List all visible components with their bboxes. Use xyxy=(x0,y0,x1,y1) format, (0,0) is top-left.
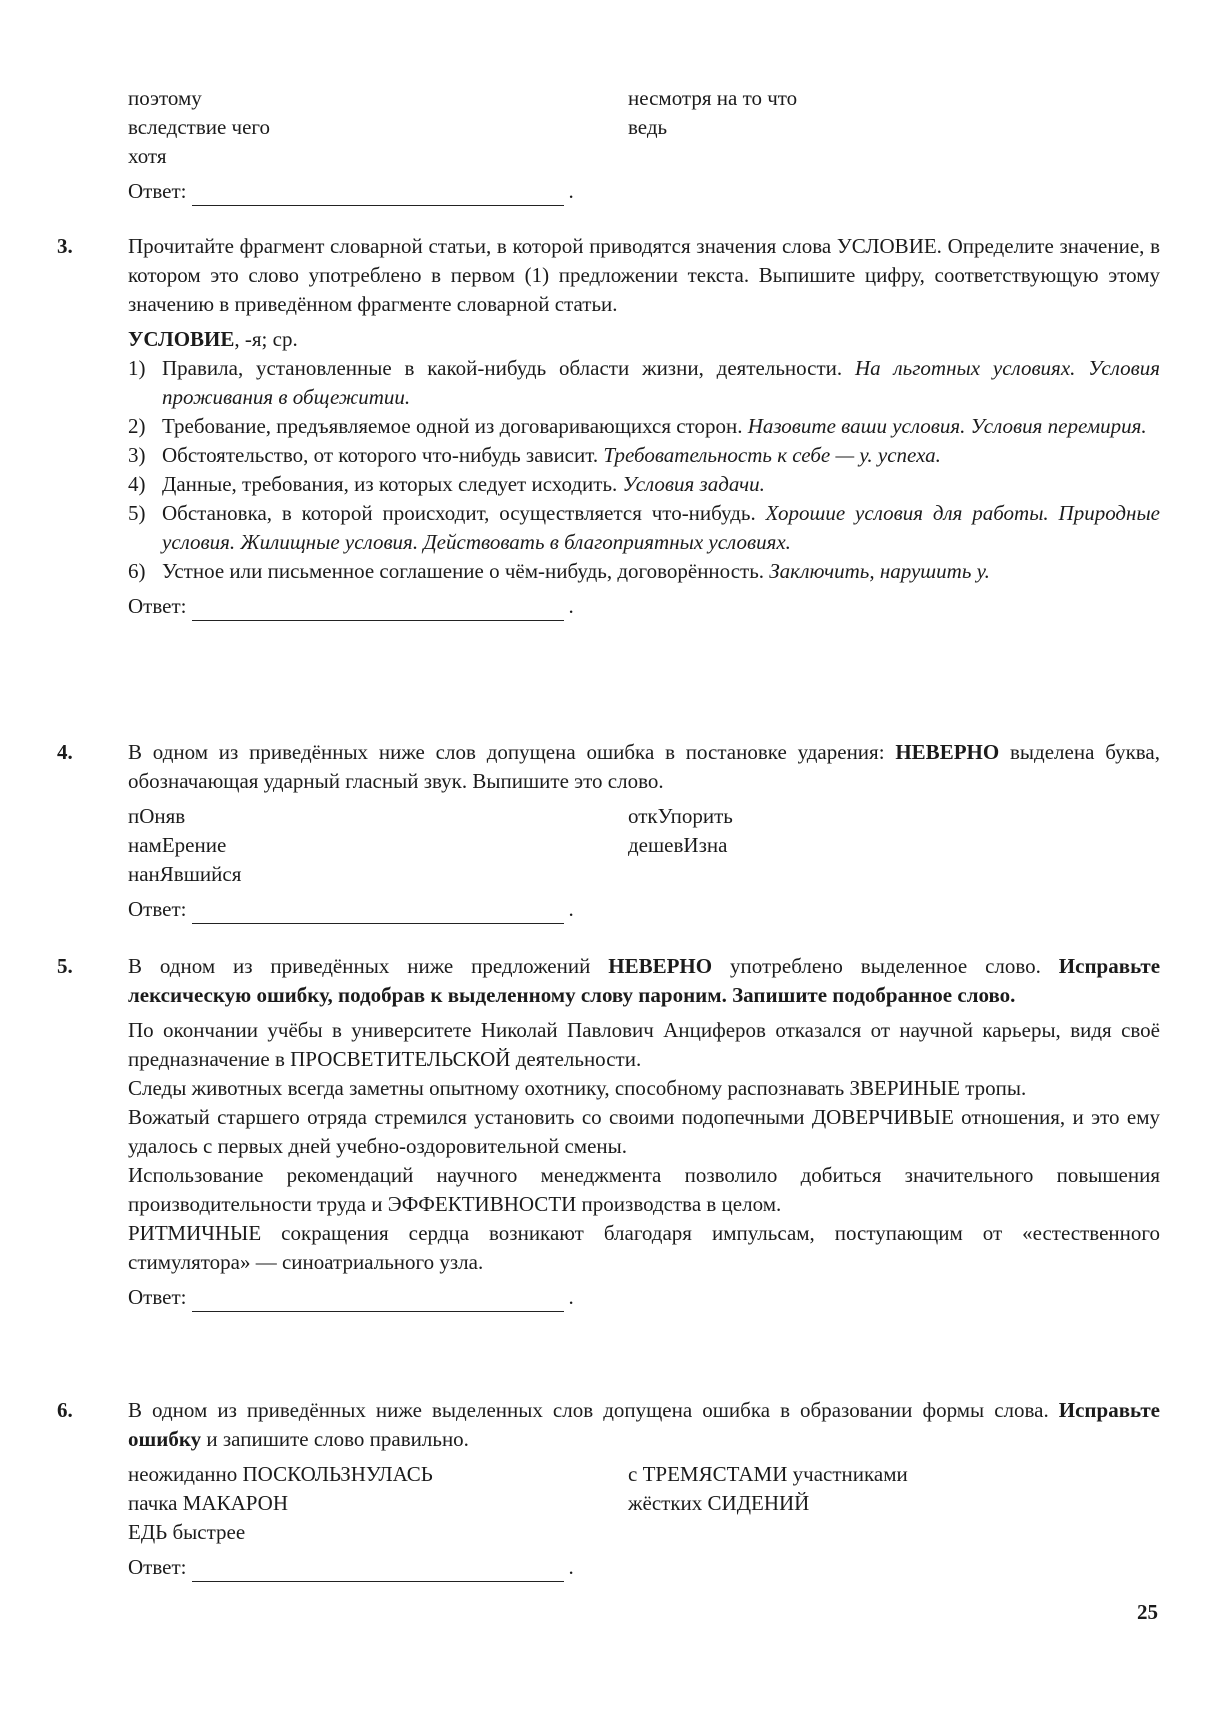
definitions-list xyxy=(128,354,1160,586)
q3-answer: Ответ: . xyxy=(128,592,1160,621)
option-word: хотя xyxy=(128,144,167,168)
answer-line[interactable] xyxy=(192,183,564,206)
q6-text: В одном из приведённых ниже выделенных слов допущена ошибка в образовании формы слова. Исправьте ошибку и запишите слово правильно. xyxy=(128,1398,1160,1451)
q5-text: В одном из приведённых ниже предложений НЕВЕРНО употреблено выделенное слово. Исправьте лексическую ошибку, подобрав к выделенному слову пароним. Запишите подобранное слово. xyxy=(128,954,1161,1007)
q6-number: 6. xyxy=(57,1398,73,1422)
option-word: дешевИзна xyxy=(628,833,728,857)
answer-label: Ответ: xyxy=(128,897,187,921)
q5-sentence: Следы животных всегда заметны опытному охотнику, способному распознавать ЗВЕРИНЫЕ тропы. xyxy=(128,1076,1027,1100)
option-word: ЕДЬ быстрее xyxy=(128,1520,246,1544)
option-word: с ТРЕМЯСТАМИ участниками xyxy=(628,1462,908,1486)
definition-item: 6) Устное или письменное соглашение о чём-нибудь, договорённость. Заключить, нарушить у. xyxy=(128,559,990,583)
q4-text: В одном из приведённых ниже слов допущена ошибка в постановке ударения: НЕВЕРНО выделена буква, обозначающая ударный гласный звук. Выпишите это слово. xyxy=(128,740,1160,793)
definition-item: 1) Правила, установленные в какой-нибудь области жизни, деятельности. На льготных условиях. Условия проживания в общежитии. xyxy=(128,356,1160,409)
definition-item: 5) Обстановка, в которой происходит, осуществляется что-нибудь. Хорошие условия для работы. Природные условия. Жилищные условия. Действовать в благоприятных условиях. xyxy=(128,501,1161,554)
answer-line[interactable] xyxy=(192,1289,564,1312)
q5-number: 5. xyxy=(57,954,73,978)
answer-label: Ответ: xyxy=(128,594,187,618)
answer-label: Ответ: xyxy=(128,179,187,203)
page-number: 25 xyxy=(1137,1600,1158,1624)
option-word: нанЯвшийся xyxy=(128,862,242,886)
q3-text: Прочитайте фрагмент словарной статьи, в которой приводятся значения слова УСЛОВИЕ. Определите значение, в котором это слово употреблено в первом (1) предложении текста. Выпишите цифру, соответствующую этому значению в приведённом фрагменте словарной статьи. xyxy=(128,234,1160,316)
q4-right-options xyxy=(628,802,733,860)
definition-item: 3) Обстоятельство, от которого что-нибудь зависит. Требовательность к себе — у. успеха. xyxy=(128,443,941,467)
option-word: поэтому xyxy=(128,86,202,110)
q2-answer: Ответ: . xyxy=(128,177,1160,206)
q3-block xyxy=(128,232,1160,621)
q6-options xyxy=(128,1460,1160,1547)
q5-block xyxy=(128,952,1160,1312)
q5-sentence: Использование рекомендаций научного менеджмента позволило добиться значительного повышения производительности труда и ЭФФЕКТИВНОСТИ производства в целом. xyxy=(128,1163,1160,1216)
q5-sentence: Вожатый старшего отряда стремился установить со своими подопечными ДОВЕРЧИВЫЕ отношения, и это ему удалось с первых дней учебно-оздоровительной смены. xyxy=(128,1105,1160,1158)
option-word: откУпорить xyxy=(628,804,733,828)
q3-headword-line xyxy=(128,325,1160,354)
q6-block xyxy=(128,1396,1160,1582)
option-word: пОняв xyxy=(128,804,186,828)
q2-block xyxy=(128,84,1160,206)
option-word: пачка МАКАРОН xyxy=(128,1491,289,1515)
q5-sentence: По окончании учёбы в университете Николай Павлович Анциферов отказался от научной карьеры, видя своё предназначение в ПРОСВЕТИТЕЛЬСКОЙ деятельности. xyxy=(128,1018,1160,1071)
headword-grammar: , -я; ср. xyxy=(234,327,298,351)
q6-answer: Ответ: . xyxy=(128,1553,1160,1582)
answer-line[interactable] xyxy=(192,598,564,621)
q5-answer: Ответ: . xyxy=(128,1283,1160,1312)
q2-right-options xyxy=(628,84,797,142)
q4-options xyxy=(128,802,1160,889)
answer-label: Ответ: xyxy=(128,1555,187,1579)
headword: УСЛОВИЕ xyxy=(128,327,235,351)
q5-sentence: РИТМИЧНЫЕ сокращения сердца возникают благодаря импульсам, поступающим от «естественного стимулятора» — синоатриального узла. xyxy=(128,1221,1160,1274)
definition-item: 2) Требование, предъявляемое одной из договаривающихся сторон. Назовите ваши условия. Условия перемирия. xyxy=(128,414,1147,438)
answer-label: Ответ: xyxy=(128,1285,187,1309)
definition-item: 4) Данные, требования, из которых следует исходить. Условия задачи. xyxy=(128,472,765,496)
option-word: жёстких СИДЕНИЙ xyxy=(628,1491,810,1515)
option-word: вследствие чего xyxy=(128,115,271,139)
q4-block xyxy=(128,738,1160,924)
q4-number: 4. xyxy=(57,740,73,764)
option-word: намЕрение xyxy=(128,833,227,857)
option-word: неожиданно ПОСКОЛЬЗНУЛАСЬ xyxy=(128,1462,433,1486)
q4-answer: Ответ: . xyxy=(128,895,1160,924)
option-word: несмотря на то что xyxy=(628,86,798,110)
answer-line[interactable] xyxy=(192,901,564,924)
q3-number: 3. xyxy=(57,234,73,258)
option-word: ведь xyxy=(628,115,668,139)
q6-right-options xyxy=(628,1460,908,1518)
answer-line[interactable] xyxy=(192,1559,564,1582)
